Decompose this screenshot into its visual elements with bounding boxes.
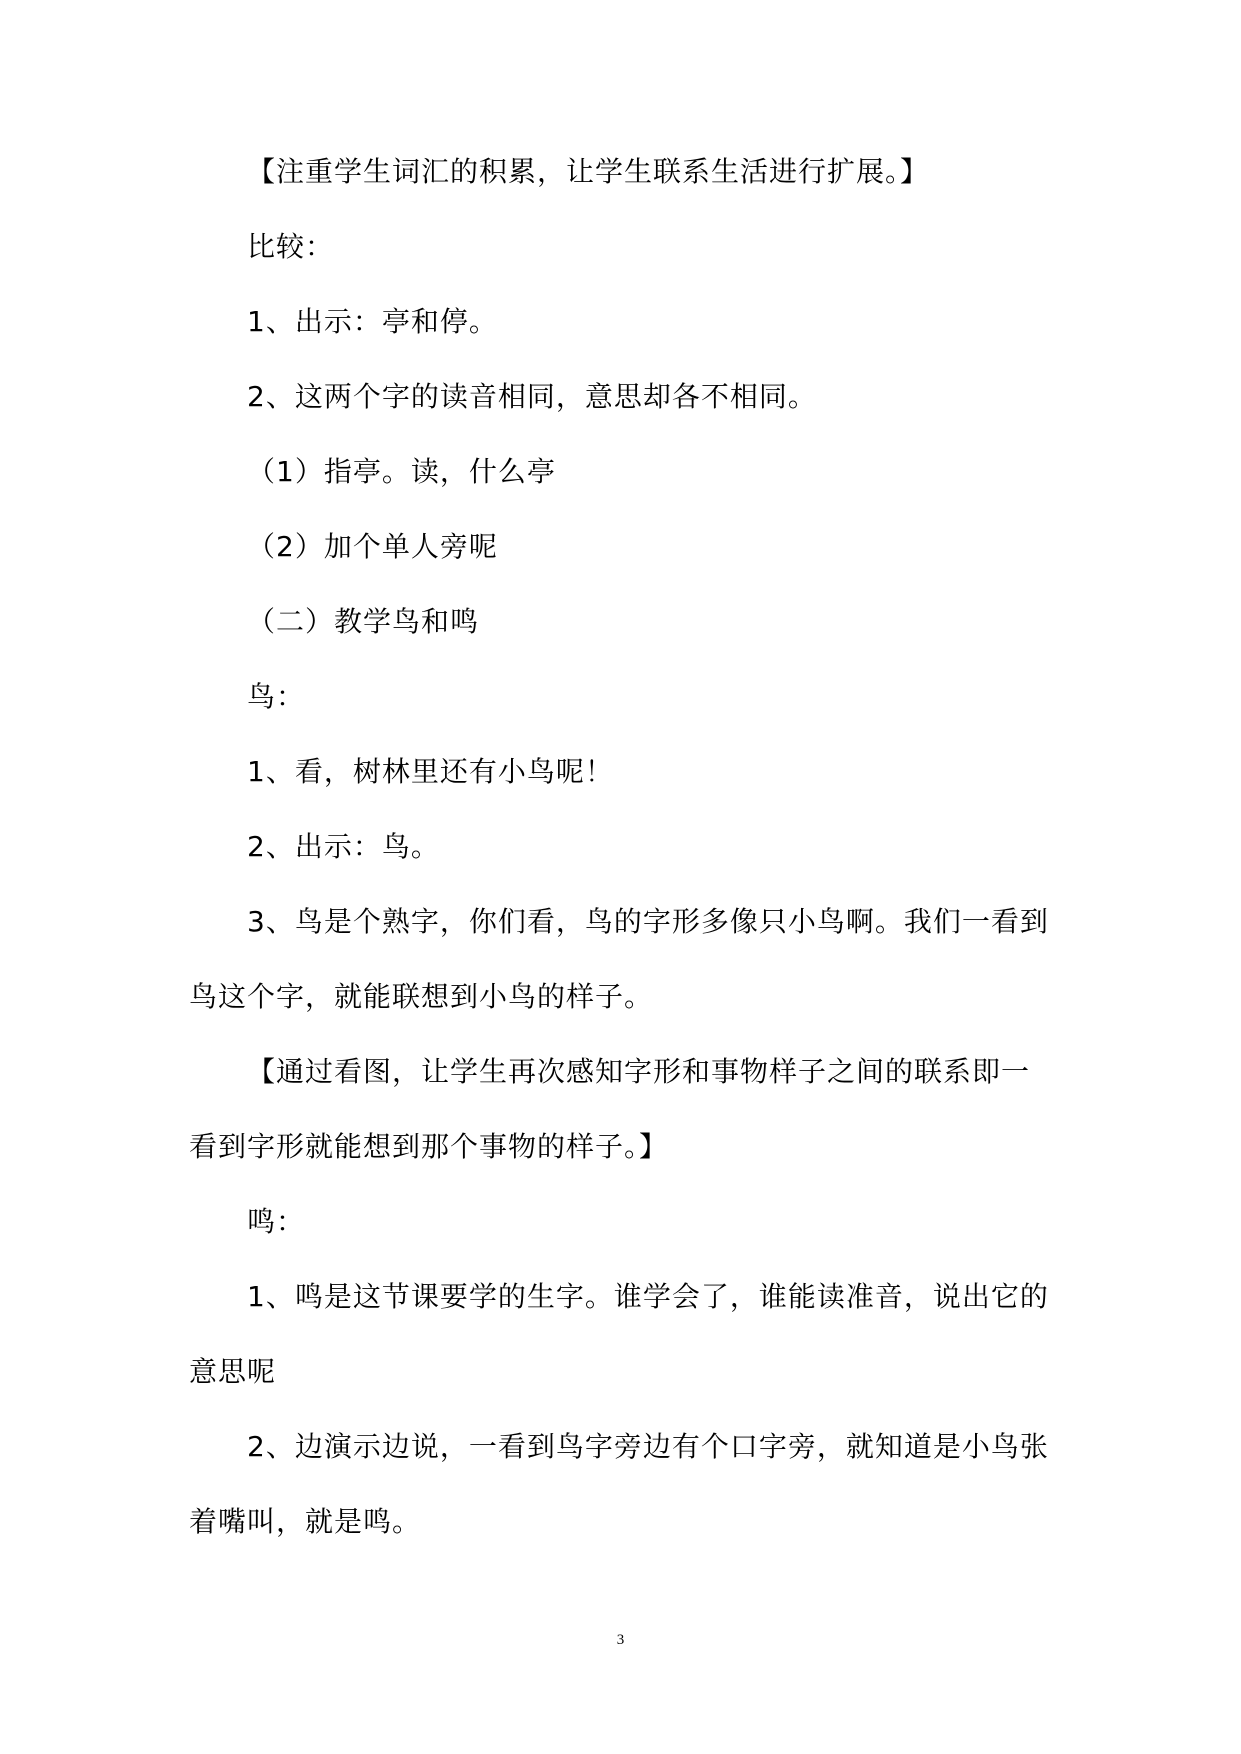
paragraph: 3、鸟是个熟字，你们看，鸟的字形多像只小鸟啊。我们一看到鸟这个字，就能联想到小鸟的样子。 [189,905,1049,1013]
paragraph: （1）指亭。读，什么亭 [247,455,556,488]
paragraph: 2、边演示边说，一看到鸟字旁边有个口字旁，就知道是小鸟张着嘴叫，就是鸣。 [189,1430,1049,1538]
paragraph: （2）加个单人旁呢 [247,530,498,563]
paragraph: 鸟： [247,680,306,713]
page-number: 3 [616,1632,625,1648]
paragraph: 鸣： [247,1205,306,1238]
paragraph: 【注重学生词汇的积累，让学生联系生活进行扩展。】 [247,155,930,188]
paragraph: 1、看，树林里还有小鸟呢！ [247,755,614,788]
paragraph: （二）教学鸟和鸣 [247,605,480,638]
paragraph: 2、出示：鸟。 [247,830,440,863]
paragraph: 1、鸣是这节课要学的生字。谁学会了，谁能读准音，说出它的意思呢 [189,1280,1049,1388]
paragraph: 比较： [247,230,335,263]
paragraph: 1、出示：亭和停。 [247,305,498,338]
paragraph: 2、这两个字的读音相同，意思却各不相同。 [247,380,817,413]
paragraph: 【通过看图，让学生再次感知字形和事物样子之间的联系即一看到字形就能想到那个事物的样子。】 [189,1055,1031,1163]
